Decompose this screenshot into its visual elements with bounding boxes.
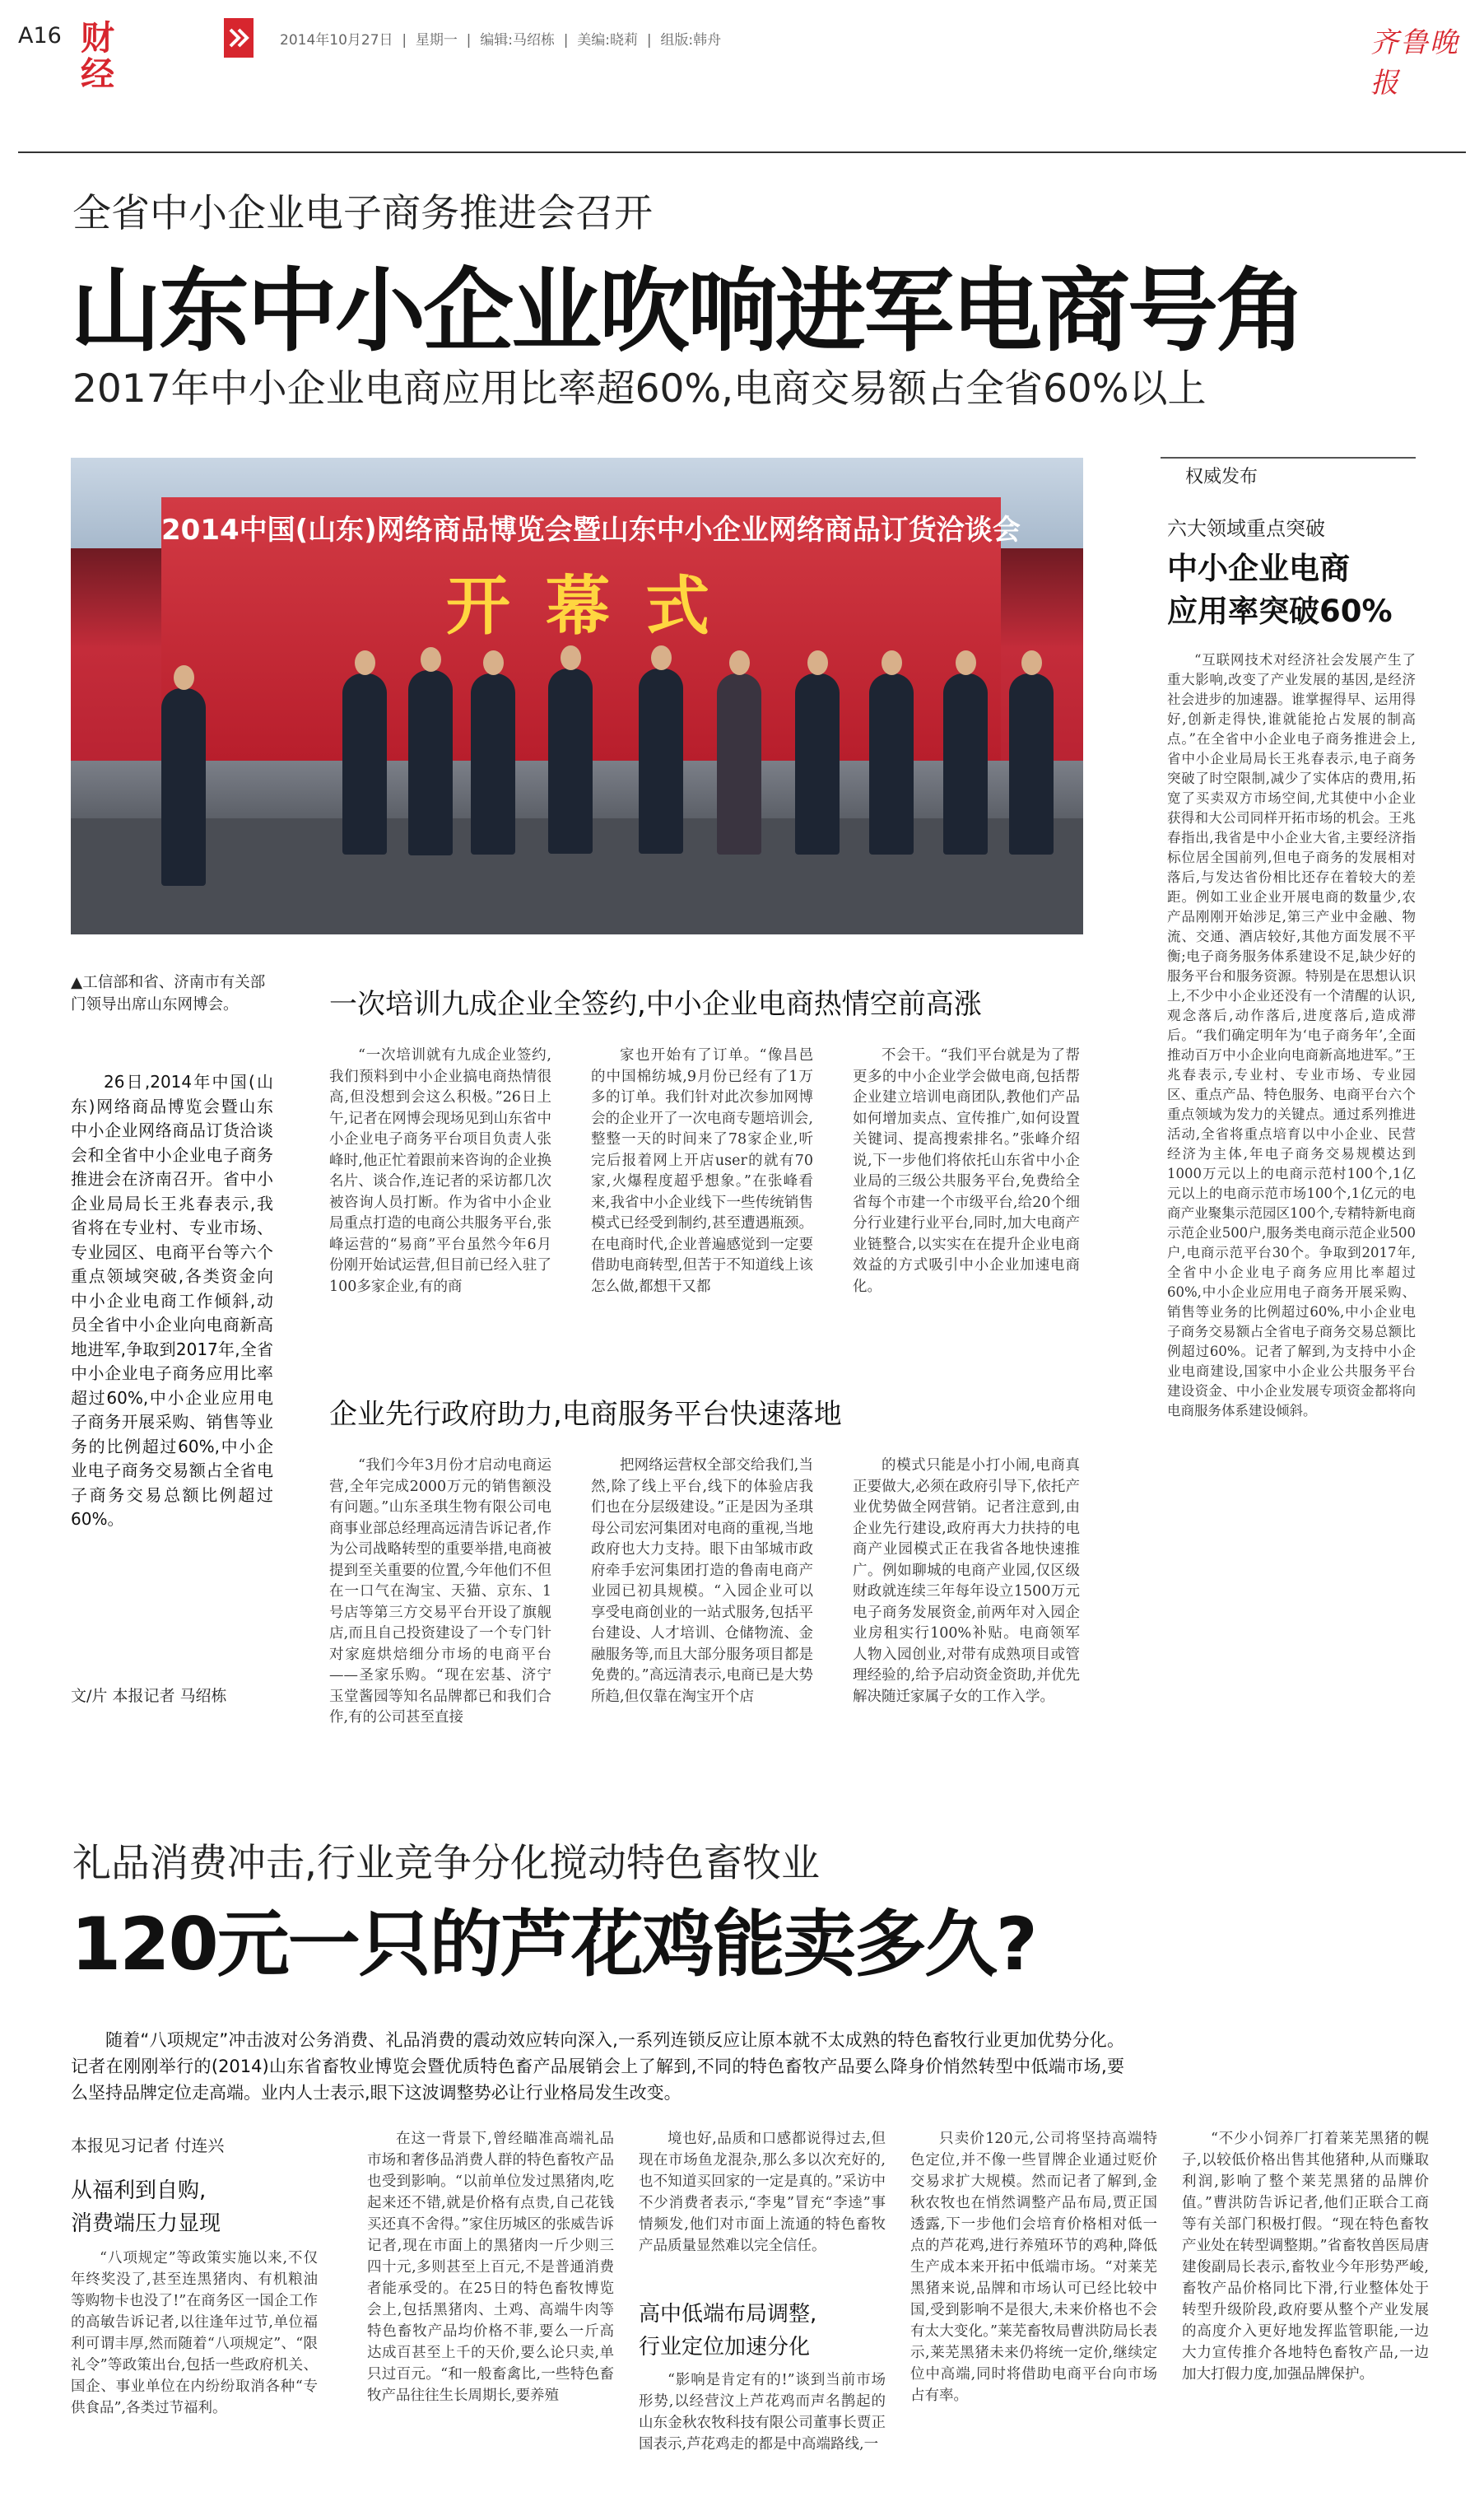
- article2-subhead-2-line1: 高中低端布局调整,: [639, 2302, 817, 2327]
- article2-subhead-1-line2: 消费端压力显现: [71, 2211, 221, 2236]
- header-rule: [18, 151, 1466, 153]
- article1-headline: 山东中小企业吹响进军电商号角: [71, 259, 1304, 364]
- event-photo: [71, 458, 1083, 934]
- article1-subhead-2: 企业先行政府助力,电商服务平台快速落地: [329, 1398, 842, 1431]
- brand-logo: 齐鲁晚报: [1370, 26, 1459, 100]
- sub1-column-3: 不会干。“我们平台就是为了帮更多的中小企业学会做电商,包括帮企业建立培训电商团队,教他们产品如何增加卖点、宣传推广,如何设置关键词、提高搜索排名。”张峰介绍说,下一步他们将依托山东省中小企业局的三级公共服务平台,免费给全省每个市建一个市级平台,给20个细分行业建行业平台,同时,加大电商产业链整合,以实实在在提升企业电商效益的方式吸引中小企业加速电商化。: [853, 1047, 1080, 1295]
- article2-subhead-1-line1: 从福利到自购,: [71, 2178, 207, 2203]
- article1-lead: 26日,2014年中国(山东)网络商品博览会暨山东中小企业网络商品订货洽谈会和全省中小企业电子商务推进会在济南召开。省中小企业局局长王兆春表示,我省将在专业村、专业市场、专业园区、电商平台等六个重点领域突破,各类资金向中小企业电商工作倾斜,动员全省中小企业向电商新高地进军,争取到2017年,全省中小企业电子商务应用比率超过60%,中小企业应用电子商务开展采购、销售等业务的比例超过60%,中小企业电子商务交易额占全省电子商务交易总额比例超过60%。: [71, 1072, 273, 1529]
- article1-kicker: 全省中小企业电子商务推进会召开: [72, 191, 653, 236]
- sidebar-rule: [1161, 457, 1416, 459]
- article2-column-1: “八项规定”等政策实施以来,不仅年终奖没了,甚至连黑猪肉、有机粮油等购物卡也没了!”在商务区一国企工作的高敏告诉记者,以往逢年过节,单位福利可谓丰厚,然而随着“八项规定”、“限礼令”等政策出台,包括一些政府机关、国企、事业单位在内纷纷取消各种“专供食品”,各类过节福利。: [71, 2250, 318, 2416]
- sidebar-tag: 权威发布: [1185, 467, 1258, 487]
- header-date: 2014年10月27日: [280, 32, 393, 49]
- header-editor: 编辑:马绍栋: [480, 32, 555, 49]
- sidebar-title-line1: 中小企业电商: [1167, 551, 1350, 586]
- sidebar-title-line2: 应用率突破60%: [1167, 594, 1393, 629]
- header-meta: 2014年10月27日 | 星期一 | 编辑:马绍栋 | 美编:晓莉 | 组版:韩舟: [280, 32, 722, 49]
- article2-column-3a: 境也好,品质和口感都说得过去,但现在市场鱼龙混杂,那么多以次充好的,也不知道买回家的一定是真的。”采访中不少消费者表示,“李鬼”冒充“李逵”事情频发,他们对市面上流通的特色畜牧产品质量显然难以完全信任。: [639, 2131, 886, 2254]
- article2-subhead-2-line2: 行业定位加速分化: [639, 2335, 811, 2360]
- photo-banner-line2: 开 幕 式: [445, 570, 717, 644]
- header-art-editor: 美编:晓莉: [577, 32, 639, 49]
- article2-column-4: 只卖价120元,公司将坚持高端特色定位,并不像一些冒牌企业通过贬价交易求扩大规模。然而记者了解到,金秋农牧也在悄然调整产品布局,贾正国透露,下一步他们会培育价格相对低一点的芦花鸡,进行养殖环节的鸡种,降低生产成本来开拓中低端市场。“对莱芜黑猪来说,品牌和市场认可已经比较中国,受到影响不是很大,未来价格也不会有太大变化。”莱芜畜牧局曹洪防局长表示,莱芜黑猪未来仍将统一定价,继续定位中高端,同时将借助电商平台向市场占有率。: [910, 2131, 1157, 2404]
- article2-column-3b: “影响是肯定有的!”谈到当前市场形势,以经营汶上芦花鸡而声名鹊起的山东金秋农牧科技有限公司董事长贾正国表示,芦花鸡走的都是中高端路线,一: [639, 2372, 886, 2453]
- article2-lead: 随着“八项规定”冲击波对公务消费、礼品消费的震动效应转向深入,一系列连锁反应让原本就不太成熟的特色畜牧行业更加优势分化。记者在刚刚举行的(2014)山东省畜牧业博览会暨优质特色畜产品展销会上了解到,不同的特色畜牧产品要么降身价悄然转型中低端市场,要么坚持品牌定位走高端。业内人士表示,眼下这波调整势必让行业格局发生改变。: [71, 2030, 1124, 2103]
- article1-subhead-1: 一次培训九成企业全签约,中小企业电商热情空前高涨: [329, 988, 982, 1021]
- photo-caption: ▲工信部和省、济南市有关部门领导出席山东网博会。: [71, 974, 266, 1013]
- article1-byline: 文/片 本报记者 马绍栋: [71, 1687, 227, 1705]
- article1-subline: 2017年中小企业电商应用比率超60%,电商交易额占全省60%以上: [72, 366, 1207, 412]
- sub1-column-2: 家也开始有了订单。“像昌邑的中国棉纺城,9月份已经有了1万多的订单。我们针对此次参加网博会的企业开了一次电商专题培训会,整整一天的时间来了78家企业,听完后报着网上开店user的就有70家,火爆程度超乎想象。”在张峰看来,我省中小企业线下一些传统销售模式已经受到制约,甚至遭遇瓶颈。在电商时代,企业普遍感觉到一定要借助电商转型,但苦于不知道线上该怎么做,都想干又都: [591, 1047, 813, 1295]
- article2-column-5: “不少小饲养厂打着莱芜黑猪的幌子,以较低价格出售其他猪种,从而赚取利润,影响了整个莱芜黑猪的品牌价值。”曹洪防告诉记者,他们正联合工商等有关部门积极打假。“现在特色畜牧产业处在转型调整期。”省畜牧兽医局唐建俊副局长表示,畜牧业今年形势严峻,畜牧产品价格同比下滑,行业整体处于转型升级阶段,政府要从整个产业发展的高度介入更好地发挥监管职能,一边大力宣传推介各地特色畜牧产品,一边加大打假力度,加强品牌保护。: [1182, 2131, 1429, 2383]
- sub2-column-1: “我们今年3月份才启动电商运营,全年完成2000万元的销售额没有问题。”山东圣琪生物有限公司电商事业部总经理高远清告诉记者,作为公司战略转型的重要举措,电商被提到至关重要的位置,今年他们不但在一口气在淘宝、天猫、京东、1号店等第三方交易平台开设了旗舰店,而且自己投资建设了一个专门针对家庭烘焙细分市场的电商平台——圣家乐购。“现在宏基、济宁玉堂酱园等知名品牌都已和我们合作,有的公司甚至直接: [329, 1457, 551, 1726]
- article2-kicker: 礼品消费冲击,行业竞争分化搅动特色畜牧业: [72, 1841, 820, 1886]
- section-arrow-icon: [224, 18, 254, 58]
- article2-byline: 本报见习记者 付连兴: [71, 2136, 225, 2155]
- sub2-column-3: 的模式只能是小打小闹,电商真正要做大,必须在政府引导下,依托产业优势做全网营销。记者注意到,由企业先行建设,政府再大力扶持的电商产业园模式正在我省各地快速推广。例如聊城的电商产业园,仅区级财政就连续三年每年设立1500万元电子商务发展资金,前两年对入园企业房租实行100%补贴。电商领军人物入园创业,对带有成熟项目或管理经验的,给予启动资金资助,并优先解决随迁家属子女的工作入学。: [853, 1457, 1080, 1705]
- section-label: 财经: [81, 18, 114, 94]
- sidebar-kicker: 六大领域重点突破: [1167, 517, 1325, 540]
- sidebar-body: “互联网技术对经济社会发展产生了重大影响,改变了产业发展的基因,是经济社会进步的加速器。谁掌握得早、运用得好,创新走得快,谁就能抢占发展的制高点。”在全省中小企业电子商务推进会上,省中小企业局局长王兆春表示,电子商务突破了时空限制,减少了实体店的费用,拓宽了买卖双方市场空间,尤其使中小企业获得和大公司同样开拓市场的机会。王兆春指出,我省是中小企业大省,主要经济指标位居全国前列,但电子商务的发展相对落后,与发达省份相比还存在着较大的差距。例如工业企业开展电商的数量少,农产品刚刚开始涉足,第三产业中金融、物流、交通、酒店较好,其他方面发展不平衡;电子商务服务体系建设不足,缺少好的服务平台和服务资源。特别是在思想认识上,不少中小企业还没有一个清醒的认识,观念落后,动作落后,进度落后,造成滞后。“我们确定明年为‘电子商务年’,全面推动百万中小企业向电商新高地进军。”王兆春表示,专业村、专业市场、专业园区、重点产品、特色服务、电商平台六个重点领域为发力的关键点。通过系列推进活动,全省将重点培育以中小企业、民营经济为主体,年电子商务交易规模达到1000万元以上的电商示范村100个,1亿元以上的电商示范市场100个,1亿元的电商产业聚集示范园区100个,专精特新电商示范企业500户,服务类电商示范企业500户,电商示范平台30个。争取到2017年,全省中小企业电子商务应用比率超过60%,中小企业应用电子商务开展采购、销售等业务的比例超过60%,中小企业电子商务交易额占全省电子商务交易总额比例超过60%。记者了解到,为支持中小企业电商建设,国家中小企业公共服务平台建设资金、中小企业发展专项资金都将向电商服务体系建设倾斜。: [1167, 652, 1416, 1419]
- article2-column-2: 在这一背景下,曾经瞄准高端礼品市场和奢侈品消费人群的特色畜牧产品也受到影响。“以前单位发过黑猪肉,吃起来还不错,就是价格有点贵,自己花钱买还真不舍得。”家住历城区的张威告诉记者,现在市面上的黑猪肉一斤少则三四十元,多则甚至上百元,不是普通消费者能承受的。在25日的特色畜牧博览会上,包括黑猪肉、土鸡、高端牛肉等特色畜牧产品均价格不菲,要么一斤高达成百甚至上千的天价,要么论只卖,单只过百元。“和一般畜禽比,一些特色畜牧产品往往生长周期长,要养殖: [367, 2131, 614, 2404]
- header-weekday: 星期一: [415, 32, 458, 49]
- sub1-column-1: “一次培训就有九成企业签约,我们预料到中小企业搞电商热情很高,但没想到会这么积极。”26日上午,记者在网博会现场见到山东省中小企业电子商务平台项目负责人张峰时,他正忙着跟前来咨询的企业换名片、谈合作,连记者的采访都几次被咨询人员打断。作为省中小企业局重点打造的电商公共服务平台,张峰运营的“易商”平台虽然今年6月份刚开始试运营,但目前已经入驻了100多家企业,有的商: [329, 1047, 551, 1295]
- page-number: A16: [18, 23, 62, 49]
- sub2-column-2: 把网络运营权全部交给我们,当然,除了线上平台,线下的体验店我们也在分层级建设。”正是因为圣琪母公司宏河集团对电商的重视,当地政府也大力支持。眼下由邹城市政府牵手宏河集团打造的鲁南电商产业园已初具规模。“入园企业可以享受电商创业的一站式服务,包括平台建设、人才培训、仓储物流、金融服务等,而且大部分服务项目都是免费的。”高远清表示,电商已是大势所趋,但仅靠在淘宝开个店: [591, 1457, 813, 1705]
- header-layout-editor: 组版:韩舟: [660, 32, 722, 49]
- photo-banner-line1: 2014中国(山东)网络商品博览会暨山东中小企业网络商品订货洽谈会: [161, 514, 1021, 547]
- article2-headline: 120元一只的芦花鸡能卖多久?: [71, 1902, 1036, 1987]
